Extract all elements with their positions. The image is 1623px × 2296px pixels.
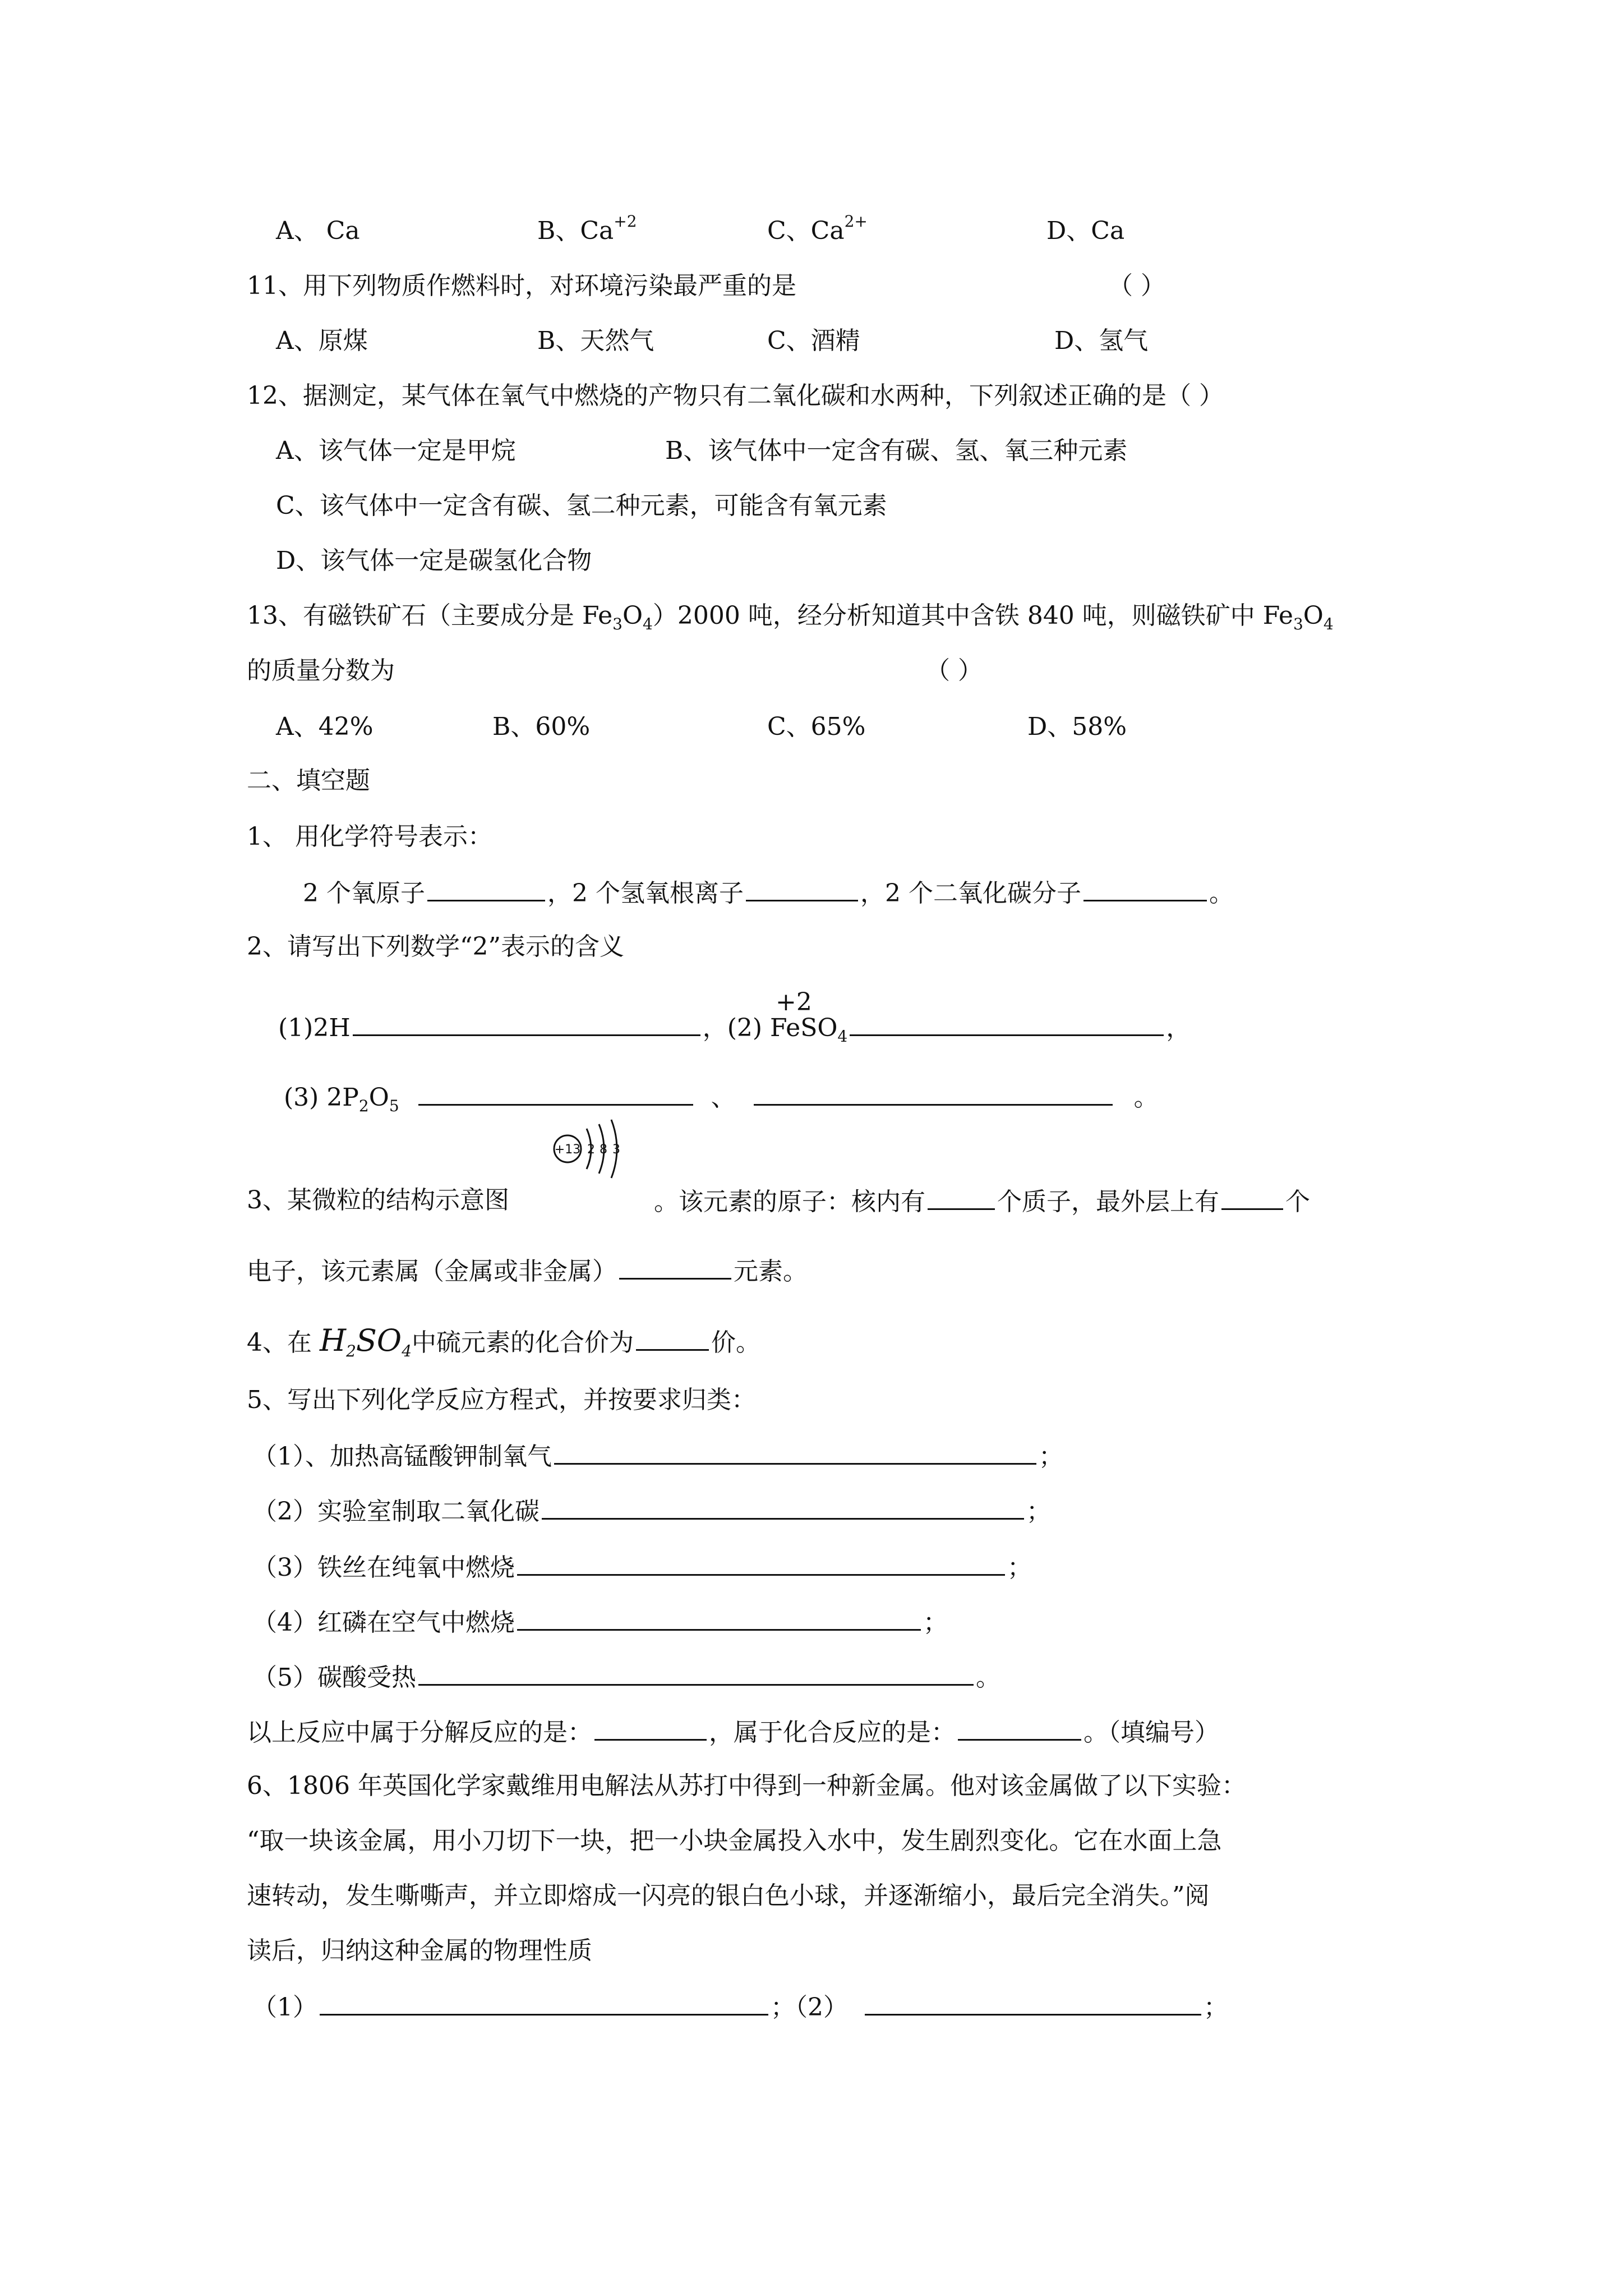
atom-structure-diagram [550, 1116, 645, 1195]
f2-end: 。 [1133, 1083, 1159, 1112]
f1-blank-3[interactable] [1083, 875, 1207, 901]
f3-blank-3[interactable] [619, 1253, 731, 1280]
f3-part3: 个质子，最外层上有 [997, 1188, 1219, 1216]
f1-end: 。 [1209, 879, 1234, 908]
q13-option-a: A、42% [276, 712, 374, 741]
f2-item2-prefix: ，(2) [702, 1014, 763, 1042]
f2-item1: (1)2H [278, 1014, 351, 1042]
q10-option-c [767, 214, 868, 248]
f2-item3-prefix: (3) 2P [284, 1083, 359, 1112]
f3-line2 [247, 1253, 808, 1289]
f4-h-sub: 2 [346, 1342, 356, 1360]
q11-option-b: B、天然气 [537, 326, 654, 355]
f2-row2 [284, 1079, 1159, 1115]
f4-part1: 4、在 [247, 1328, 312, 1357]
f1-answers [303, 875, 1234, 910]
f5-item-5 [252, 1659, 1000, 1695]
section2-title: 二、填空题 [247, 766, 370, 795]
f5-item-2 [252, 1493, 1051, 1529]
f6-line4: 读后，归纳这种金属的物理性质 [247, 1936, 592, 1965]
f6-line3: 速转动，发生嘶嘶声，并立即熔成一闪亮的银白色小球，并逐渐缩小，最后完全消失。”阅 [247, 1881, 1210, 1910]
shell-count-3: 3 [612, 1143, 620, 1157]
f2-valence-mark: +2 [776, 988, 812, 1016]
f5-item-1-end: ； [1039, 1442, 1063, 1471]
q12-option-a: A、该气体一定是甲烷 [276, 436, 516, 465]
f5-blank-combination[interactable] [958, 1714, 1081, 1741]
q10-option-c-text: C、Ca [767, 217, 845, 245]
f5-item-4 [252, 1604, 948, 1640]
f3-blank-1[interactable] [928, 1184, 995, 1210]
f1-part3: ，2 个二氧化碳分子 [860, 879, 1081, 908]
f2-feso4 [770, 988, 848, 1046]
f6-end: ； [1204, 1993, 1228, 2022]
q13-sub3-b: 3 [1293, 615, 1303, 633]
q12-stem: 12、据测定，某气体在氧气中燃烧的产物只有二氧化碳和水两种，下列叙述正确的是（ ） [247, 381, 1224, 410]
f4-so-sub: 4 [402, 1342, 412, 1360]
f5-summary-part1: 以上反应中属于分解反应的是： [247, 1718, 592, 1747]
f2-sep: 、 [711, 1083, 736, 1112]
f2-item3-sub1: 2 [358, 1097, 369, 1115]
f1-blank-1[interactable] [427, 875, 545, 901]
q10-option-a: A、 Ca [276, 217, 360, 245]
f1-part2: ，2 个氢氧根离子 [547, 879, 744, 908]
f4-part3: 价。 [711, 1328, 761, 1357]
f5-blank-3[interactable] [517, 1549, 1005, 1576]
f2-stem: 2、请写出下列数学“2”表示的含义 [247, 932, 624, 961]
f4-part2: 中硫元素的化合价为 [412, 1328, 634, 1357]
f5-summary-part2: ，属于化合反应的是： [709, 1718, 956, 1747]
shell-count-1: 2 [587, 1143, 595, 1157]
f6-line2: “取一块该金属，用小刀切下一块，把一小块金属投入水中，发生剧烈变化。它在水面上急 [247, 1826, 1222, 1855]
f2-blank-1[interactable] [353, 1010, 700, 1036]
f5-item-5-label: （5）碳酸受热 [252, 1663, 416, 1692]
f5-blank-5[interactable] [418, 1659, 974, 1686]
f6-blank-2[interactable] [865, 1989, 1201, 2016]
f6-answers [252, 1989, 1228, 2024]
f4-blank[interactable] [636, 1324, 709, 1351]
f5-summary [247, 1714, 1219, 1750]
q11-option-a: A、原煤 [276, 326, 368, 355]
q11-option-c: C、酒精 [767, 326, 860, 355]
f5-item-1 [252, 1438, 1063, 1474]
f6-answer-2-label: ；（2） [771, 1993, 848, 2022]
q12-option-b: B、该气体中一定含有碳、氢、氧三种元素 [665, 436, 1128, 465]
q13-line2: 的质量分数为 [247, 656, 395, 685]
f2-item3-o: O [368, 1083, 389, 1112]
q13-stem [247, 599, 1334, 633]
q11-stem [247, 269, 796, 303]
q10-option-b-sup: +2 [614, 212, 637, 231]
f2-item3-sub2: 5 [389, 1097, 399, 1115]
f3-line1 [247, 1184, 509, 1217]
f5-blank-4[interactable] [517, 1604, 921, 1631]
f4-h: H [320, 1323, 347, 1358]
f3-part1: 3、某微粒的结构示意图 [247, 1186, 509, 1214]
q13-paren: （ ） [925, 656, 983, 685]
f5-item-3-end: ； [1007, 1553, 1032, 1582]
f2-feso-text: FeSO [770, 1014, 838, 1042]
f3-blank-2[interactable] [1221, 1184, 1283, 1210]
q10-option-d: D、Ca [1046, 217, 1125, 245]
f3-line1-rest [654, 1184, 1310, 1219]
f1-stem: 1、 用化学符号表示： [247, 822, 492, 851]
f3-line2-part2: 元素。 [734, 1257, 808, 1286]
q13-sub4-b: 4 [1323, 615, 1334, 633]
q13-option-b: B、60% [492, 712, 591, 741]
q13-option-d: D、58% [1027, 712, 1127, 741]
f5-item-4-label: （4）红磷在空气中燃烧 [252, 1608, 515, 1637]
f1-blank-2[interactable] [746, 875, 858, 901]
f4-line [247, 1324, 760, 1360]
f3-part4: 个 [1285, 1188, 1310, 1216]
q13-o-b: O [1303, 601, 1324, 630]
f5-item-2-label: （2）实验室制取二氧化碳 [252, 1497, 540, 1526]
q11-paren: （ ） [1108, 272, 1165, 300]
f5-blank-1[interactable] [554, 1438, 1036, 1465]
q10-option-b [537, 214, 637, 248]
f5-item-3-label: （3）铁丝在纯氧中燃烧 [252, 1553, 515, 1582]
f2-blank-3[interactable] [418, 1079, 693, 1106]
h2so4-formula [320, 1323, 412, 1358]
q13-option-c: C、65% [767, 712, 866, 741]
f5-stem: 5、写出下列化学反应方程式，并按要求归类： [247, 1386, 756, 1414]
f2-blank-4[interactable] [754, 1079, 1113, 1106]
nucleus-charge: +13 [554, 1143, 581, 1157]
f5-blank-decomposition[interactable] [594, 1714, 707, 1741]
f5-item-1-label: （1）、加热高锰酸钾制氧气 [252, 1442, 552, 1471]
f5-item-5-end: 。 [976, 1663, 1000, 1692]
q13-sub3: 3 [612, 615, 623, 633]
q13-stem-part2: ）2000 吨，经分析知道其中含铁 840 吨，则磁铁矿中 Fe [652, 601, 1293, 630]
f1-part1: 2 个氧原子 [303, 879, 425, 908]
f6-line1: 6、1806 年英国化学家戴维用电解法从苏打中得到一种新金属。他对该金属做了以下实验： [247, 1772, 1246, 1800]
f5-item-3 [252, 1549, 1032, 1585]
f6-answer-1-label: （1） [252, 1993, 317, 2022]
f5-item-2-end: ； [1026, 1497, 1051, 1526]
q12-option-d: D、该气体一定是碳氢化合物 [276, 546, 592, 575]
q12-option-c: C、该气体中一定含有碳、氢二种元素，可能含有氧元素 [276, 491, 887, 520]
f3-line2-part1: 电子，该元素属（金属或非金属） [247, 1257, 617, 1286]
q11-stem-text: 11、用下列物质作燃料时，对环境污染最严重的是 [247, 272, 796, 300]
f5-blank-2[interactable] [542, 1493, 1024, 1520]
f2-blank-2[interactable] [850, 1010, 1164, 1036]
q13-stem-part1: 13、有磁铁矿石（主要成分是 Fe [247, 601, 613, 630]
q13-sub4: 4 [643, 615, 653, 633]
f6-blank-1[interactable] [320, 1989, 768, 2016]
f2-comma: ， [1166, 1014, 1191, 1042]
f4-so: SO [356, 1323, 402, 1358]
q13-o: O [622, 601, 643, 630]
q10-option-c-sup: 2+ [844, 212, 868, 231]
q10-option-b-text: B、Ca [537, 217, 614, 245]
shell-count-2: 8 [600, 1143, 607, 1157]
f5-item-4-end: ； [923, 1608, 948, 1637]
f5-summary-part3: 。（填编号） [1083, 1718, 1219, 1747]
f3-part2: 。该元素的原子：核内有 [654, 1188, 925, 1216]
q11-option-d: D、氢气 [1054, 326, 1149, 355]
f2-row1 [278, 988, 1191, 1046]
f2-feso-sub: 4 [837, 1027, 848, 1046]
